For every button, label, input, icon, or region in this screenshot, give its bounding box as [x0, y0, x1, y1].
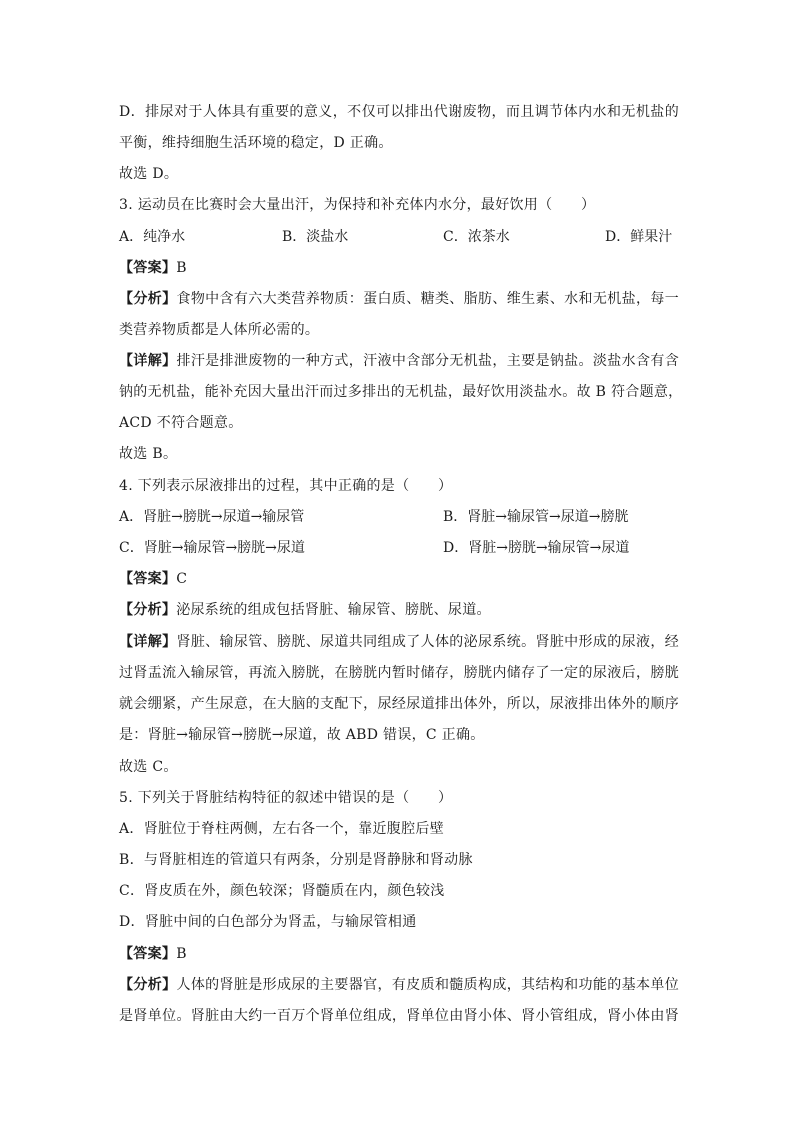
q4-analysis-line1 [119, 600, 679, 620]
q5-option-c: C．肾皮质在外，颜色较深；肾髓质在内，颜色较浅 [119, 883, 445, 899]
q4-detail-line4: 是：肾脏→输尿管→膀胱→尿道，故 ABD 错误，C 正确。 [119, 727, 485, 743]
q4-detail-line2: 过肾盂流入输尿管，再流入膀胱，在膀胱内暂时储存，膀胱内储存了一定的尿液后，膀胱 [119, 665, 679, 681]
q3-option-b: B．淡盐水 [282, 229, 349, 245]
q3-stem: 3. 运动员在比赛时会大量出汗，为保持和补充体内水分，最好饮用（ ） [119, 197, 596, 213]
q4-detail-line1 [119, 632, 679, 652]
q4-option-d: D．肾脏→膀胱→输尿管→尿道 [443, 540, 630, 556]
q2-option-d-explanation-line1: D．排尿对于人体具有重要的意义，不仅可以排出代谢废物，而且调节体内水和无机盐的 [119, 104, 679, 120]
q5-stem: 5. 下列关于肾脏结构特征的叙述中错误的是（ ） [119, 790, 453, 806]
answer-label: 【答案】 [119, 260, 177, 276]
q4-choose: 故选 C。 [119, 759, 178, 775]
answer-value: C [176, 571, 188, 587]
q5-answer [119, 944, 679, 964]
answer-label: 【答案】 [119, 946, 177, 962]
q4-option-a: A．肾脏→膀胱→尿道→输尿管 [119, 509, 305, 525]
q5-analysis-line1 [119, 975, 679, 995]
q3-answer [119, 258, 679, 278]
detail-text: 排汗是排泄废物的一种方式，汗液中含部分无机盐，主要是钠盐。淡盐水含有含 [176, 353, 680, 369]
q2-option-d-explanation-line2: 平衡，维持细胞生活环境的稳定，D 正确。 [119, 135, 393, 151]
q3-option-d: D．鲜果汁 [605, 229, 673, 245]
q4-detail-line3: 就会绷紧，产生尿意，在大脑的支配下，尿经尿道排出体外，所以，尿液排出体外的顺序 [119, 696, 679, 712]
q5-option-a: A．肾脏位于脊柱两侧，左右各一个，靠近腹腔后壁 [119, 821, 445, 837]
answer-label: 【答案】 [119, 571, 177, 587]
analysis-text: 泌尿系统的组成包括肾脏、输尿管、膀胱、尿道。 [176, 602, 491, 618]
answer-value: B [176, 260, 187, 276]
answer-value: B [176, 946, 187, 962]
q3-option-a: A．纯净水 [119, 229, 186, 245]
q4-stem: 4. 下列表示尿液排出的过程，其中正确的是（ ） [119, 478, 453, 494]
analysis-label: 【分析】 [119, 977, 177, 993]
analysis-text: 食物中含有六大类营养物质：蛋白质、糖类、脂肪、维生素、水和无机盐，每一 [176, 291, 680, 307]
q3-option-c: C．浓茶水 [443, 229, 510, 245]
q4-answer [119, 569, 679, 589]
q4-option-c: C．肾脏→输尿管→膀胱→尿道 [119, 540, 305, 556]
q5-option-d: D．肾脏中间的白色部分为肾盂，与输尿管相通 [119, 914, 417, 930]
detail-label: 【详解】 [119, 353, 177, 369]
q3-detail-line2: 钠的无机盐，能补充因大量出汗而过多排出的无机盐，最好饮用淡盐水。故 B 符合题意， [119, 384, 683, 400]
analysis-text: 人体的肾脏是形成尿的主要器官，有皮质和髓质构成，其结构和功能的基本单位 [176, 977, 680, 993]
q4-option-b: B．肾脏→输尿管→尿道→膀胱 [443, 509, 629, 525]
q2-choose: 故选 D。 [119, 166, 179, 182]
q3-detail-line3: ACD 不符合题意。 [119, 415, 243, 431]
analysis-label: 【分析】 [119, 602, 177, 618]
q5-option-b: B．与肾脏相连的管道只有两条，分别是肾静脉和肾动脉 [119, 852, 473, 868]
q3-choose: 故选 B。 [119, 446, 178, 462]
detail-text: 肾脏、输尿管、膀胱、尿道共同组成了人体的泌尿系统。肾脏中形成的尿液，经 [176, 634, 680, 650]
q3-analysis-line2: 类营养物质都是人体所必需的。 [119, 322, 320, 338]
detail-label: 【详解】 [119, 634, 177, 650]
q5-analysis-line2: 是肾单位。肾脏由大约一百万个肾单位组成，肾单位由肾小体、肾小管组成，肾小体由肾 [119, 1008, 679, 1024]
q3-detail-line1 [119, 351, 679, 371]
q3-analysis-line1 [119, 289, 679, 309]
analysis-label: 【分析】 [119, 291, 177, 307]
